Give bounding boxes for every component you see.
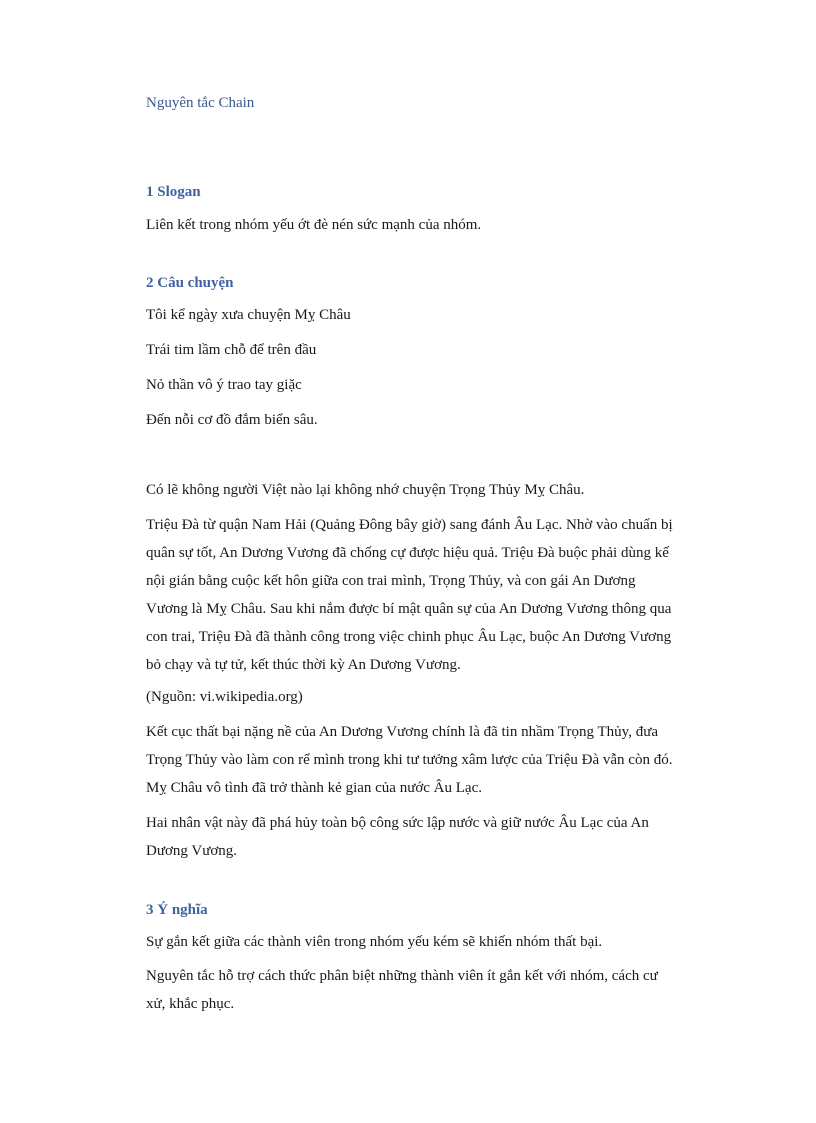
poem-line: Tôi kể ngày xưa chuyện Mỵ Châu <box>146 307 351 323</box>
source-citation: (Nguồn: vi.wikipedia.org) <box>146 689 303 705</box>
section-2-heading: 2 Câu chuyện <box>146 275 234 291</box>
story-paragraph: Triệu Đà từ quận Nam Hải (Quảng Đông bây giờ) sang đánh Âu Lạc. Nhờ vào chuẩn bị quân sự tốt, An Dương Vương đã chống cự được hiệu quả. Triệu Đà buộc phải dùng kế nội gián bằng cuộc kết hôn giữa con trai mình, Trọng Thủy, và con gái An Dương Vương là Mỵ Châu. Sau khi nắm được bí mật quân sự của An Dương Vương thông qua con trai, Triệu Đà đã thành công trong việc chinh phục Âu Lạc, buộc An Dương Vương bỏ chạy và tự tử, kết thúc thời kỳ An Dương Vương. <box>146 517 673 673</box>
story-paragraph: Kết cục thất bại nặng nề của An Dương Vương chính là đã tin nhầm Trọng Thủy, đưa Trọng Thủy vào làm con rể mình trong khi tư tưởng xâm lược của Triệu Đà vẫn còn đó. Mỵ Châu vô tình đã trở thành kẻ gian của nước Âu Lạc. <box>146 724 673 796</box>
story-paragraph: Có lẽ không người Việt nào lại không nhớ chuyện Trọng Thủy Mỵ Châu. <box>146 482 585 498</box>
slogan-text: Liên kết trong nhóm yếu ớt đè nén sức mạnh của nhóm. <box>146 217 482 233</box>
poem-line: Nỏ thần vô ý trao tay giặc <box>146 377 302 393</box>
story-paragraph: Hai nhân vật này đã phá hủy toàn bộ công sức lập nước và giữ nước Âu Lạc của An Dương Vương. <box>146 815 649 859</box>
poem-line: Trái tim lầm chỗ để trên đầu <box>146 342 317 358</box>
poem-line: Đến nỗi cơ đồ đắm biển sâu. <box>146 412 318 428</box>
meaning-paragraph: Sự gắn kết giữa các thành viên trong nhóm yếu kém sẽ khiến nhóm thất bại. <box>146 934 603 950</box>
document-page <box>146 0 676 1123</box>
document-title: Nguyên tắc Chain <box>146 95 255 111</box>
section-1-heading: 1 Slogan <box>146 184 201 200</box>
meaning-paragraph: Nguyên tắc hỗ trợ cách thức phân biệt những thành viên ít gắn kết với nhóm, cách cư xử, khắc phục. <box>146 968 658 1012</box>
section-3-heading: 3 Ý nghĩa <box>146 902 208 918</box>
